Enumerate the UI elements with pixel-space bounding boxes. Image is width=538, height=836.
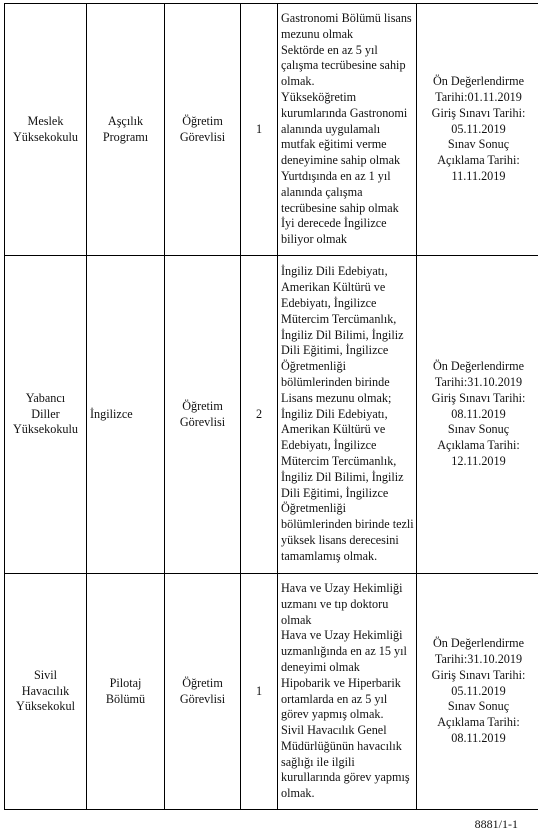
date-line: Ön Değerlendirme <box>432 359 525 374</box>
requirement-line: uzmanı ve tıp doktoru <box>281 596 389 611</box>
table-row <box>5 256 538 574</box>
page-number: 8881/1-1 <box>474 817 518 831</box>
requirement-line: sağlığı ile ilgili <box>281 754 355 769</box>
unit-cell <box>5 256 87 574</box>
requirement-line: ortamlarda en az 5 yıl <box>281 691 388 706</box>
requirement-line: Edebiyatı, İngilizce <box>281 438 377 453</box>
requirement-line: İngiliz Dil Bilimi, İngiliz <box>281 469 404 484</box>
unit-line: Yüksekokulu <box>13 422 78 437</box>
unit-line: Yüksekokulu <box>13 129 78 144</box>
requirement-line: Yurtdışında en az 1 yıl <box>281 168 391 183</box>
position-line: Öğretim <box>182 675 223 690</box>
dates-cell <box>417 256 538 574</box>
requirement-line: Sivil Havacılık Genel <box>281 723 387 738</box>
count-cell: 1 <box>241 4 278 256</box>
dates-cell <box>417 4 538 256</box>
unit-line: Meslek <box>27 113 64 128</box>
requirement-line: olmak. <box>281 74 315 89</box>
date-line: 08.11.2019 <box>451 730 506 745</box>
date-line: 05.11.2019 <box>451 121 506 136</box>
date-line: Sınav Sonuç <box>447 422 510 437</box>
table-row <box>5 4 538 256</box>
requirement-line: kurumlarında Gastronomi <box>281 105 408 120</box>
position-line: Öğretim <box>182 113 223 128</box>
requirement-line: alanında uygulamalı <box>281 121 381 136</box>
requirement-line: tecrübesine sahip olmak <box>281 200 399 215</box>
requirement-line: alanında çalışma <box>281 184 363 199</box>
requirement-line: Müdürlüğünün havacılık <box>281 738 402 753</box>
position-line: Görevlisi <box>179 691 226 706</box>
requirement-line: deneyimine sahip olmak <box>281 153 401 168</box>
date-line: Ön Değerlendirme <box>432 74 525 89</box>
requirement-line: Hava ve Uzay Hekimliği <box>281 580 403 595</box>
unit-line: Yüksekokul <box>16 699 75 714</box>
count-cell: 1 <box>241 574 278 810</box>
date-line: Tarihi:31.10.2019 <box>434 652 523 666</box>
requirement-line: İyi derecede İngilizce <box>281 216 387 231</box>
program-line: Bölümü <box>105 691 146 706</box>
requirement-line: bölümlerinden birinde tezli <box>281 517 414 532</box>
requirement-line: İngiliz Dili Edebiyatı, <box>281 406 388 421</box>
requirement-line: Yükseköğretim <box>281 90 357 104</box>
program-cell <box>87 256 165 574</box>
program-cell <box>87 574 165 810</box>
program-line: Pilotaj <box>109 675 142 690</box>
requirement-line: tamamlamış olmak. <box>281 548 378 563</box>
date-line: Tarihi:01.11.2019 <box>435 90 522 104</box>
date-line: Açıklama Tarihi: <box>437 438 520 453</box>
requirement-line: görev yapmış olmak. <box>281 707 384 722</box>
date-line: 12.11.2019 <box>451 453 506 468</box>
requirement-line: Öğretmenliği <box>281 359 346 374</box>
requirement-line: Hipobarik ve Hiperbarik <box>281 675 401 690</box>
position-cell <box>165 4 241 256</box>
requirement-line: Mütercim Tercümanlık, <box>281 311 397 326</box>
requirement-line: bölümlerinden birinde <box>281 375 390 389</box>
requirements-cell <box>278 256 417 574</box>
program-line: İngilizce <box>90 406 133 421</box>
date-line: Ön Değerlendirme <box>432 636 525 651</box>
requirement-line: Amerikan Kültürü ve <box>281 422 386 437</box>
requirement-line: olmak. <box>281 786 315 801</box>
date-line: Açıklama Tarihi: <box>437 715 520 730</box>
date-line: Giriş Sınavı Tarihi: <box>431 390 526 405</box>
unit-cell <box>5 4 87 256</box>
requirement-line: Mütercim Tercümanlık, <box>281 453 397 468</box>
position-cell <box>165 574 241 810</box>
unit-line: Havacılık <box>21 683 70 698</box>
date-line: 05.11.2019 <box>451 683 506 698</box>
requirements-cell <box>278 574 417 810</box>
date-line: 08.11.2019 <box>451 406 506 421</box>
job-listing-table <box>4 3 538 810</box>
unit-cell <box>5 574 87 810</box>
dates-cell <box>417 574 538 810</box>
position-cell <box>165 256 241 574</box>
position-line: Öğretim <box>182 398 223 413</box>
requirement-line: biliyor olmak <box>281 232 348 247</box>
requirement-line: kurullarında görev yapmış <box>281 770 410 785</box>
requirement-line: Gastronomi Bölümü lisans <box>281 11 412 26</box>
requirement-line: Dili Eğitimi, İngilizce <box>281 485 389 500</box>
table-row <box>5 574 538 810</box>
date-line: Sınav Sonuç <box>447 137 510 152</box>
unit-line: Diller <box>31 406 60 421</box>
date-line: 11.11.2019 <box>451 168 506 183</box>
requirement-line: uzmanlığında en az 15 yıl <box>281 644 407 659</box>
unit-line: Sivil <box>33 667 58 682</box>
requirements-cell <box>278 4 417 256</box>
date-line: Giriş Sınavı Tarihi: <box>431 667 526 682</box>
requirement-line: Sektörde en az 5 yıl <box>281 42 378 57</box>
requirement-line: Amerikan Kültürü ve <box>281 280 386 295</box>
requirement-line: deneyimi olmak <box>281 659 360 674</box>
requirement-line: Lisans mezunu olmak; <box>281 390 392 405</box>
program-cell <box>87 4 165 256</box>
program-line: Programı <box>102 129 149 144</box>
date-line: Açıklama Tarihi: <box>437 153 520 168</box>
requirement-line: Edebiyatı, İngilizce <box>281 296 377 311</box>
position-line: Görevlisi <box>179 129 226 144</box>
requirement-line: İngiliz Dili Edebiyatı, <box>281 264 388 279</box>
requirement-line: Dili Eğitimi, İngilizce <box>281 343 389 358</box>
requirement-line: çalışma tecrübesine sahip <box>281 58 406 73</box>
requirement-line: yüksek lisans derecesini <box>281 532 399 547</box>
program-line: Aşçılık <box>107 113 144 128</box>
requirement-line: olmak <box>281 612 312 627</box>
date-line: Sınav Sonuç <box>447 699 510 714</box>
requirement-line: mezunu olmak <box>281 26 354 41</box>
position-line: Görevlisi <box>179 414 226 429</box>
count-cell: 2 <box>241 256 278 574</box>
requirement-line: Öğretmenliği <box>281 501 346 516</box>
requirement-line: İngiliz Dil Bilimi, İngiliz <box>281 327 404 342</box>
requirement-line: Hava ve Uzay Hekimliği <box>281 628 403 643</box>
requirement-line: mutfak eğitimi verme <box>281 137 387 152</box>
date-line: Giriş Sınavı Tarihi: <box>431 105 526 120</box>
unit-line: Yabancı <box>25 390 66 405</box>
date-line: Tarihi:31.10.2019 <box>434 375 523 389</box>
